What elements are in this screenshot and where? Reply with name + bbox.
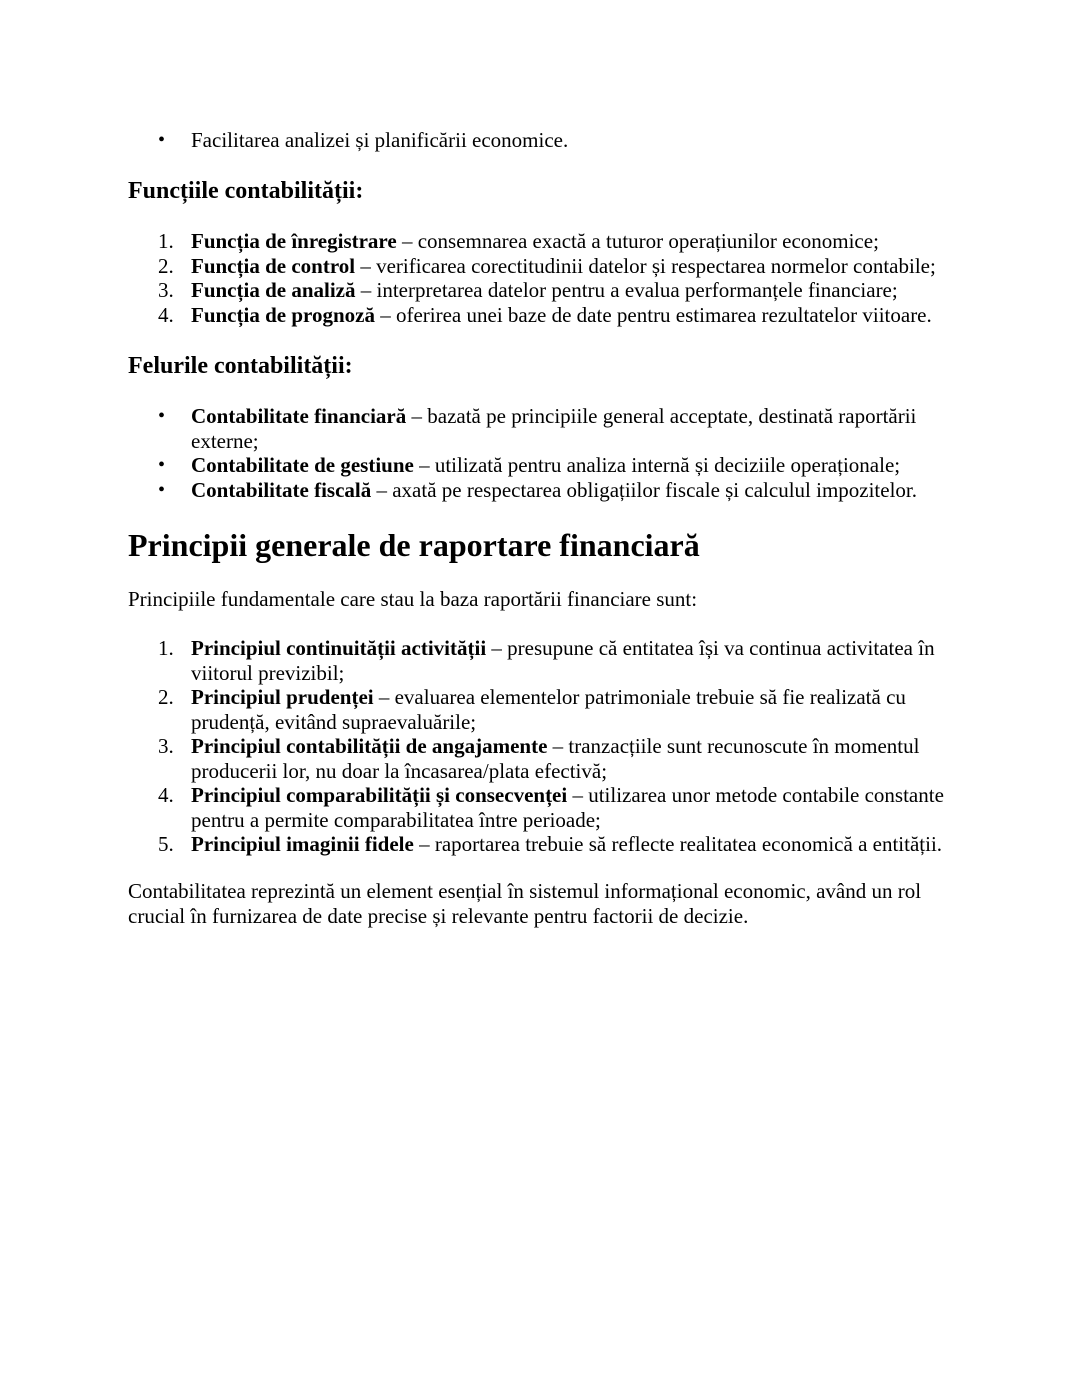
list-item: 5. Principiul imaginii fidele – raportarea trebuie să reflecte realitatea economică a entității. (158, 832, 943, 856)
functions-list (128, 229, 958, 327)
section-heading-types: Felurile contabilității: (128, 353, 353, 379)
list-item: 1. Principiul continuității activității – presupune că entitatea își va continua activitatea în viitorul previzibil; (158, 636, 935, 685)
list-item: 2. Funcția de control – verificarea corectitudinii datelor și respectarea normelor contabile; (158, 253, 936, 278)
types-list (128, 404, 928, 502)
list-item: 3. Funcția de analiză – interpretarea datelor pentru a evalua performanțele financiare; (158, 278, 898, 302)
list-item: 4. Principiul comparabilității și consecvenței – utilizarea unor metode contabile constante pentru a permite comparabilitatea între perioade; (158, 783, 944, 832)
principles-list (128, 636, 958, 857)
list-item: • Contabilitate de gestiune – utilizată pentru analiza internă și deciziile operaționale; (158, 453, 901, 477)
list-item: • Contabilitate fiscală – axată pe respectarea obligațiilor fiscale și calculul impozitelor. (158, 477, 918, 502)
list-item: • Facilitarea analizei și planificării economice. (158, 128, 569, 152)
conclusion-paragraph: Contabilitatea reprezintă un element esențial în sistemul informațional economic, având un rol crucial în furnizarea de date precise și relevante pentru factorii de decizie. (128, 879, 922, 928)
section-heading-functions: Funcțiile contabilității: (128, 178, 364, 204)
bullet-icon: • (158, 129, 166, 151)
list-item: 4. Funcția de prognoză – oferirea unei baze de date pentru estimarea rezultatelor viitoare. (158, 302, 932, 327)
list-item: 3. Principiul contabilității de angajamente – tranzacțiile sunt recunoscute în momentul producerii lor, nu doar la încasarea/plata efectivă; (158, 734, 920, 783)
list-item: 1. Funcția de înregistrare – consemnarea exactă a tuturor operațiunilor economice; (158, 229, 879, 253)
bullet-icon: • (158, 454, 166, 476)
bullet-icon: • (158, 405, 166, 427)
bullet-icon: • (158, 478, 166, 501)
section-heading-principles: Principii generale de raportare financiară (128, 527, 700, 563)
principles-intro: Principiile fundamentale care stau la baza raportării financiare sunt: (128, 587, 698, 611)
list-item: • Contabilitate financiară – bazată pe principiile general acceptate, destinată raportării externe; (158, 404, 917, 453)
list-item: 2. Principiul prudenței – evaluarea elementelor patrimoniale trebuie să fie realizată cu prudență, evitând supraevaluările; (158, 685, 906, 734)
intro-bullet-list (128, 128, 958, 153)
